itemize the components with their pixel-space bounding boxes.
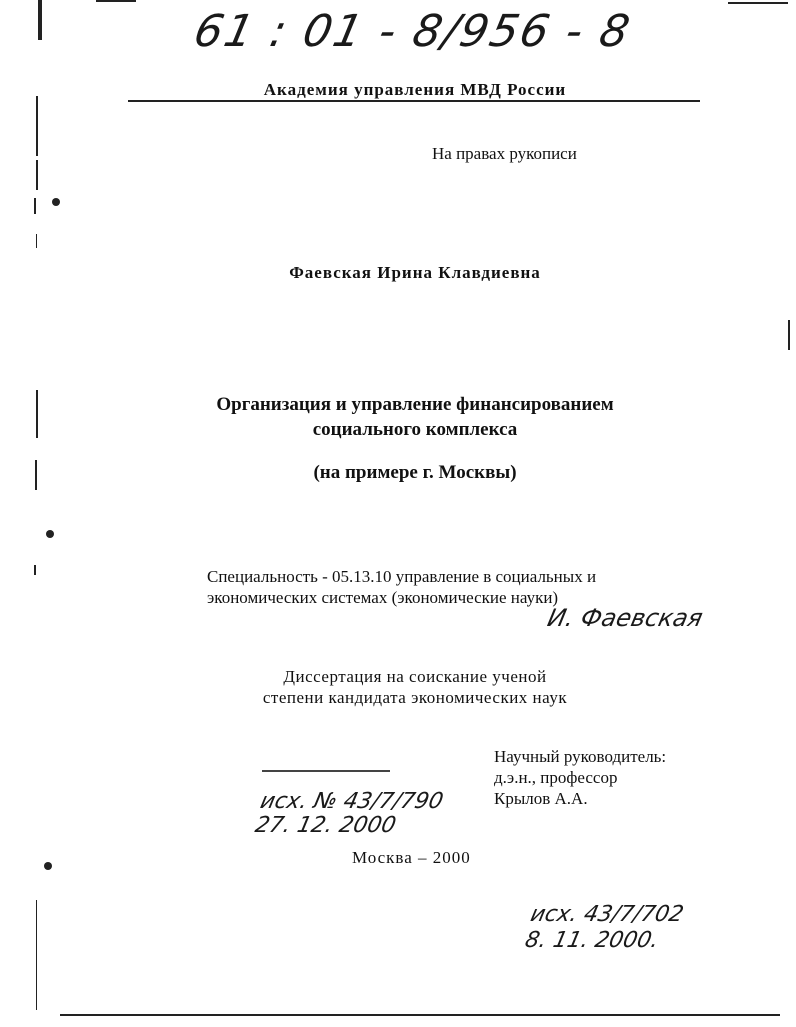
title-line: Организация и управление финансированием [216,394,614,415]
header-divider [128,100,700,102]
specialty-line: экономических системах (экономические науки) [207,588,559,607]
degree-line: Диссертация на соискание ученой [283,667,547,686]
stamp-rule [262,770,390,772]
degree-line: степени кандидата экономических наук [262,688,568,707]
handwritten-signature: И. Фаевская [545,604,706,632]
handwritten-registry-mark [522,902,685,954]
registry-number: исх. 43/7/702 [528,902,686,927]
dissertation-degree [225,666,605,708]
dissertation-title [200,392,630,442]
specialty-block [207,566,596,608]
title-subtitle: (на примере г. Москвы) [313,462,517,483]
supervisor-line: Крылов А.А. [494,789,588,808]
registry-date: 27. 12. 2000 [252,813,399,838]
title-line: социального комплекса [312,419,518,440]
city-year: Москва – 2000 [352,848,471,867]
supervisor-line: Научный руководитель: [494,747,667,766]
registry-date: 8. 11. 2000. [522,928,661,953]
specialty-line: Специальность - 05.13.10 управление в социальных и [207,567,597,586]
supervisor-line: д.э.н., профессор [494,768,618,787]
handwritten-registry-mark [253,790,445,838]
manuscript-note: На правах рукописи [432,144,577,163]
archive-number: 61 : 01 - 8/956 - 8 [189,6,636,57]
registry-number: исх. № 43/7/790 [258,789,446,814]
supervisor-block [494,746,666,809]
institution-name: Академия управления МВД России [263,80,567,99]
author-name: Фаевская Ирина Клавдиевна [289,263,541,282]
